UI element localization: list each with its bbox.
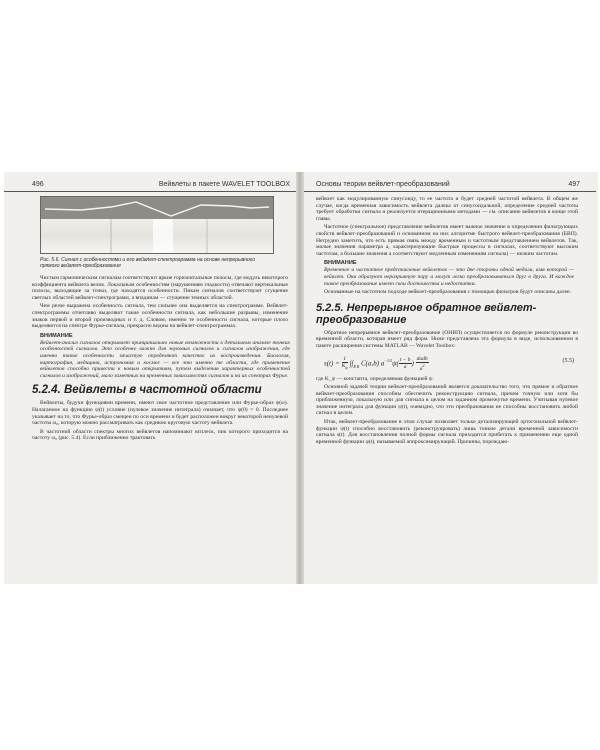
figure-signal-curve [45,202,269,216]
right-column [316,196,578,447]
formula-diff-den-sup: 2 [422,362,425,368]
right-page-header [304,181,596,192]
formula-expression [324,356,429,372]
note-title: ВНИМАНИЕ [40,332,73,339]
left-page-header [4,181,296,192]
figure-caption: Рис. 5.6. Сигнал с особенностями и его вейвлет-спектрограмма на основе непрерывного прямого вейвлет-преобразования [40,257,255,269]
paragraph: Чем резче выражена особенность сигнала, тем сильнее она выделяется на спектрограмме. Вейвлет-спектрограммы отчетливо выделяют такие особенности сигнала, как небольшие разрывы, изменение знаков первой и второй производных и т. д. Словом, именно те особенности сигнала, которые плохо выделяются на спектре Фурье-сигнала, прекрасно видны на вейвлет-спектрограммах. [32,303,288,330]
left-column [32,196,288,444]
formula-integrals: ∫∫ [349,359,354,368]
formula-5-5 [316,352,578,374]
note-block [40,340,290,380]
formula-coef-den: K [341,362,346,369]
formula-coef-num: 1 [343,355,347,362]
section-heading: 5.2.5. Непрерывное обратное вейвлет-преобразование [316,301,537,327]
right-running-title: Основы теории вейвлет-преобразований [316,181,450,188]
paragraph: Чистым гармоническим сигналам соответствуют яркие горизонтальные полосы, где модуль некоторого коэффициента вейвлета велик. Локальным особенностям (нарушениям гладкости) отвечают вертикальные полосы, выходящие за точки, где находятся особенности. Пикам сигналов соответствуют сгущение светлых областей вейвлет-спектрограмм, а впадинам — сгущение темных областей. [32,275,288,301]
section-heading: 5.2.4. Вейвлеты в частотной области [32,384,262,397]
paragraph: Основанные на частотном подходе вейвлет-преобразования с помощью фильтров будут описаны далее. [324,289,571,296]
paragraph: В частотной области спектры многих вейвлетов напоминают всплеск, пик которого приходится на частоту ω₀ (рис. 5.4). Если приближенно трактовать [32,428,288,442]
formula-integral-limits: R R [353,363,360,369]
wavelet-spectrogram-figure [40,196,274,254]
formula-lhs: s(t) = [324,359,340,368]
figure-bright-band [153,219,173,253]
right-page-number: 497 [568,181,580,188]
figure-curves [41,197,273,253]
paragraph: где K_ψ — константа, определяемая функцией ψ. [316,375,434,382]
paragraph: Основной задачей теории вейвлет-преобразований является доказательство того, что прямое и обратное вейвлет-преобразования способны обеспечить реконструкцию сигнала, причем точную или хотя бы приближенную, локальную или для сигнала в целом на заданном промежутке времени. Учитывая нулевое значение интеграла для функции ψ(t), очевидно, что эти преобразования не способны восстановить любой сигнал в целом. [316,384,578,417]
note-title: ВНИМАНИЕ [324,260,357,267]
paragraph: Вейвлеты, будучи функциями времени, имеют свое частотное представление или Фурье-образ ψ(ω). Налагаемое на функцию ψ(t) условие (нулевое значение интеграла) означает, что ψ(0) = 0. Последнее указывает на то, что Фурье-образ смещен по оси времени и будет расположен вокруг некоторой ненулевой частоты ω₀, которую можно рассматривать как среднюю круговую частоту вейвлета. [32,400,288,427]
formula-argument [399,357,412,370]
formula-close: ) [411,359,414,368]
formula-arg-den: a [403,363,407,370]
formula-psi: ψ( [392,359,399,368]
left-page [4,172,296,584]
right-page [304,172,596,584]
formula-diff-den-wrap [416,363,429,372]
paragraph: вейвлет как модулированную синусоиду, то ее частота и будет средней частотой вейвлета. В общем же случае, когда временная зависимость вейвлета далека от синусоидальной, определение средней частоты требует обработки сигнала и реализуется итерационными методами — см. описание вейвлетов в конце этой главы. [316,196,578,222]
paragraph: Обратное непрерывное вейвлет-преобразование (ОНВП) осуществляется по формуле реконструкции во временной области, которая имеет ряд форм. Ниже представлена эта формула в виде, использованном в пакете расширения системы MATLAB — Wavelet Toolbox: [316,329,578,349]
formula-diff-den: a [419,365,423,372]
note-text: Временное и частотное представление вейвлетов — это две стороны одной медали, имя которой — вейвлет. Они образуют неразрывную пару и могут легко преобразовываться друг в друга. И каждое такое преобразование имеет свои достоинства и недостатки. [324,267,574,287]
paragraph: Итак, вейвлет-преобразование в этом случае позволяет только детализирующей ортогональной вейвлет-функции ψ(t) способно восстановить (реконструировать) лишь тонкие детали временной зависимости сигнала s(t). Для восстановления полной формы сигнала приходится прибегать к применению еще одной временной функции φ(t), называемой аппроксимирующей. Причины, порождаю- [316,419,578,445]
formula-coef-den-wrap [342,363,348,371]
left-page-number: 496 [32,181,44,188]
note-text: Вейвлет-анализ сигналов открывает принципиально новые возможности в детальном анализе тонких особенностей сигналов. Это особенно важно для звуковых сигналов и сигналов изображения, где именно такие особенности зачастую определяют качество их воспроизведения. Биология, картография, медицина, астрономия и космос — все это именно те области, где применение вейвлетов способно привести к новым открытиям, путем выделения характерных особенностей сигналов и изображений, мало заметных на временных зависимостях сигналов и на их спектрах Фурье. [40,339,290,379]
formula-coef-den-sub: ψ [345,364,348,370]
formula-arg-num: t − b [399,356,411,363]
left-running-title: Вейвлеты в пакете WAVELET TOOLBOX [158,181,290,188]
formula-exponent: −1/2 [384,357,393,363]
formula-differential [416,356,429,372]
formula-diff-num: dadb [416,355,428,362]
note-block [324,267,574,287]
equation-number: (5.5) [562,357,574,364]
book-gutter [296,172,304,584]
formula-coefficient [342,356,348,371]
paragraph: Частотное (спектральное) представление вейвлетов имеет важное значение в определении фильтрующих свойств вейвлет-преобразований и основанном на них алгоритме быстрого вейвлет-преобразования (БВП). Нетрудно заметить, что есть прямая связь между временным и частотным представлением вейвлетов. Так, малые значения параметра a, характеризующие быстрые процессы в сигналах, соответствуют высоким частотам, а большие значения a соответствуют медленным изменениям сигнала) — низким частотам. [316,224,578,257]
book-spread [4,172,598,584]
formula-core: C(a,b) a [360,359,385,368]
